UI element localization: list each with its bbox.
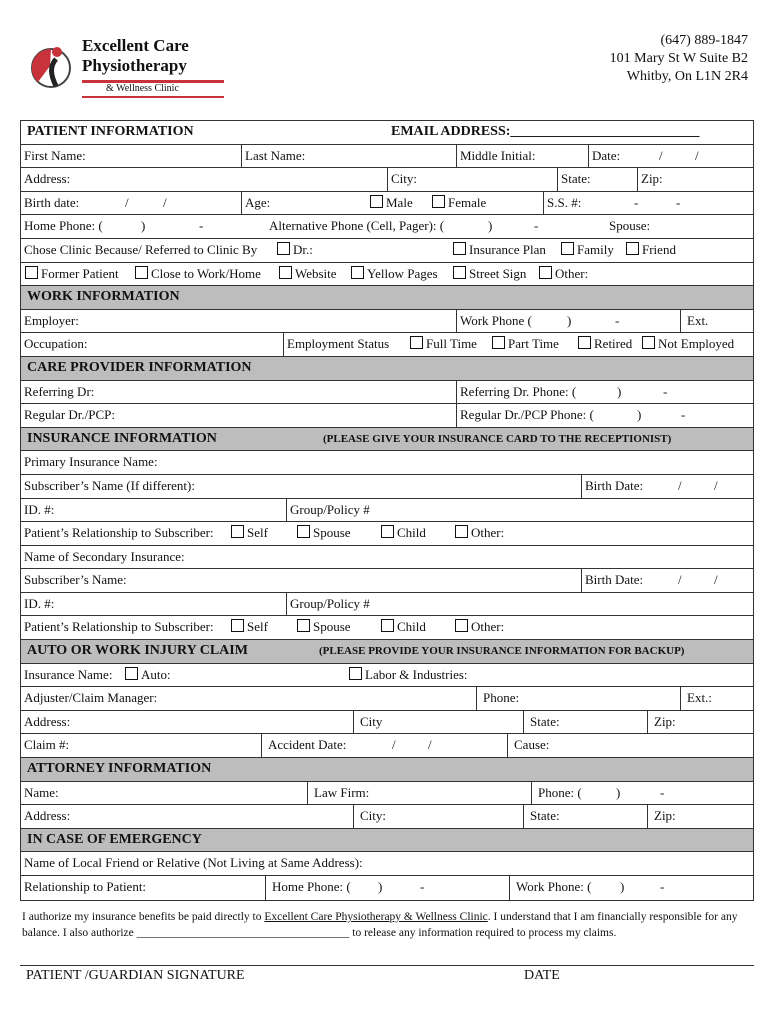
section-title-patient: PATIENT INFORMATION (27, 124, 194, 139)
child2-label: Child (397, 619, 426, 635)
referring-dr-field[interactable]: Referring Dr: (24, 383, 95, 399)
insurance-plan-checkbox[interactable] (453, 242, 466, 255)
date-slash: / (163, 194, 167, 210)
ss-label: S.S. #: (547, 194, 582, 210)
close-to-work-option[interactable] (135, 263, 261, 285)
auto-note: (PLEASE PROVIDE YOUR INSURANCE INFORMATION FOR BACKUP) (319, 645, 685, 658)
attorney-phone-label: Phone: ( (538, 784, 582, 800)
phone-row (21, 215, 753, 239)
clinic-logo-icon (30, 42, 74, 90)
phone-paren: ) (617, 383, 622, 399)
subscriber2-name-field[interactable]: Subscriber’s Name: (24, 572, 127, 588)
yellow-pages-checkbox[interactable] (351, 266, 364, 279)
employer-row (21, 310, 753, 334)
chose-clinic-label: Chose Clinic Because/ Referred to Clinic By (24, 241, 258, 257)
phone-paren: ) (616, 784, 621, 800)
self-label: Self (247, 525, 268, 541)
part-time-label: Part Time (508, 336, 559, 352)
first-name-field[interactable]: First Name: (24, 147, 86, 163)
female-checkbox[interactable] (432, 195, 445, 208)
phone-dash: - (420, 879, 425, 894)
home-phone-label: Home Phone: ( (24, 218, 103, 234)
logo-line1: Excellent Care (82, 36, 189, 55)
auto-label: Auto: (141, 666, 171, 682)
section-title-emergency: IN CASE OF EMERGENCY (27, 831, 202, 847)
employment-status-cell (283, 333, 755, 356)
employer-field[interactable]: Employer: (24, 312, 79, 328)
referral-row-2 (21, 263, 753, 287)
subscriber2-row (21, 569, 753, 593)
not-employed-option[interactable] (642, 333, 734, 355)
attorney-state-field[interactable]: State: (523, 805, 647, 828)
emergency-home-phone-field[interactable] (265, 876, 509, 900)
regular-dr-row (21, 404, 753, 428)
other-relationship-option[interactable] (455, 522, 504, 544)
authorization-part2: . I understand that I am financially responsible for any balance. I also authorize _____________________________________ to release any information required to process my claims. (22, 911, 738, 939)
street-sign-label: Street Sign (469, 265, 527, 281)
patient-signature-label[interactable]: PATIENT /GUARDIAN SIGNATURE (26, 968, 245, 983)
spouse-field[interactable]: Spouse: (609, 218, 651, 234)
age-label: Age: (245, 194, 271, 210)
clinic-address (610, 32, 748, 86)
attorney-header-row (21, 758, 753, 782)
group-policy-field[interactable]: Group/Policy # (286, 499, 755, 522)
attorney-address-row (21, 805, 753, 829)
clinic-city: Whitby, On L1N 2R4 (626, 69, 748, 84)
state-field[interactable]: State: (557, 168, 637, 191)
date-field[interactable] (588, 145, 755, 168)
yellow-pages-label: Yellow Pages (367, 265, 438, 281)
emergency-header-row (21, 829, 753, 853)
date-label: Date: (592, 147, 621, 163)
last-name-field[interactable]: Last Name: (241, 145, 456, 168)
other2-relationship-checkbox[interactable] (455, 619, 468, 632)
birth-date-label: Birth date: (24, 194, 80, 210)
adjuster-ext-field[interactable]: Ext.: (680, 687, 755, 710)
dr-label: Dr.: (293, 241, 313, 257)
attorney-city-field[interactable]: City: (353, 805, 523, 828)
former-patient-label: Former Patient (41, 265, 119, 281)
authorization-text (22, 909, 752, 941)
birth-date-label: Birth Date: (585, 572, 644, 588)
home-phone-field[interactable] (21, 215, 266, 238)
claim-row (21, 734, 753, 758)
part-time-option[interactable] (492, 333, 559, 355)
logo-line3: & Wellness Clinic (106, 83, 179, 94)
spouse-checkbox[interactable] (297, 525, 310, 538)
auto-option[interactable] (125, 664, 171, 686)
email-field[interactable]: EMAIL ADDRESS:___________________________ (391, 124, 700, 139)
former-patient-option[interactable] (25, 263, 119, 285)
attorney-phone-field[interactable] (531, 782, 755, 805)
full-time-option[interactable] (410, 333, 477, 355)
section-title-work: WORK INFORMATION (27, 289, 180, 305)
phone-paren: ) (141, 218, 146, 234)
phone-dash: - (681, 407, 686, 423)
child-checkbox[interactable] (381, 525, 394, 538)
phone-dash: - (534, 218, 539, 234)
insurance-note: (PLEASE GIVE YOUR INSURANCE CARD TO THE RECEPTIONIST) (323, 432, 672, 445)
yellow-pages-option[interactable] (351, 263, 438, 285)
child-label: Child (397, 525, 426, 541)
child2-option[interactable] (381, 616, 426, 638)
regular-phone-label: Regular Dr./PCP Phone: ( (460, 407, 594, 423)
address-row (21, 168, 753, 192)
signature-line (20, 965, 754, 966)
website-option[interactable] (279, 263, 337, 285)
ext-field[interactable]: Ext. (680, 310, 755, 333)
relationship2-label: Patient’s Relationship to Subscriber: (24, 619, 214, 635)
dr-option[interactable] (277, 239, 313, 261)
local-friend-row (21, 852, 753, 876)
id2-row (21, 593, 753, 617)
section-title-care: CARE PROVIDER INFORMATION (27, 359, 252, 375)
auto-zip-field[interactable]: Zip: (647, 711, 755, 734)
birth-date-field[interactable] (21, 192, 241, 215)
logo-bar-bottom (82, 96, 224, 98)
regular-phone-field[interactable] (456, 404, 755, 427)
subscriber2-birth-date-field[interactable] (581, 569, 755, 592)
female-option[interactable] (432, 192, 486, 214)
clinic-street: 101 Mary St W Suite B2 (609, 51, 748, 66)
relationship-label: Patient’s Relationship to Subscriber: (24, 525, 214, 541)
child2-checkbox[interactable] (381, 619, 394, 632)
subscriber-row (21, 475, 753, 499)
work-phone-field[interactable] (456, 310, 680, 333)
claim-field[interactable]: Claim #: (24, 737, 70, 753)
accident-date-label: Accident Date: (268, 737, 347, 753)
labor-label: Labor & Industries: (365, 666, 468, 682)
local-friend-field[interactable]: Name of Local Friend or Relative (Not Living at Same Address): (24, 855, 363, 871)
occupation-field[interactable]: Occupation: (24, 336, 88, 352)
date-slash: / (659, 147, 663, 163)
date-slash: / (714, 572, 718, 588)
signature-date-label[interactable]: DATE (524, 968, 560, 983)
auto-address-field[interactable]: Address: (24, 713, 71, 729)
emergency-relationship-field[interactable]: Relationship to Patient: (24, 879, 147, 894)
date-slash: / (428, 737, 432, 753)
self2-checkbox[interactable] (231, 619, 244, 632)
attorney-zip-field[interactable]: Zip: (647, 805, 755, 828)
close-to-work-checkbox[interactable] (135, 266, 148, 279)
primary-insurance-field[interactable]: Primary Insurance Name: (24, 454, 158, 470)
phone-paren: ) (567, 312, 572, 328)
referring-phone-label: Referring Dr. Phone: ( (460, 383, 577, 399)
family-label: Family (577, 241, 614, 257)
spouse-label: Spouse (313, 525, 351, 541)
section-title-insurance: INSURANCE INFORMATION (27, 430, 217, 446)
auto-checkbox[interactable] (125, 667, 138, 680)
website-checkbox[interactable] (279, 266, 292, 279)
other-checkbox[interactable] (539, 266, 552, 279)
id2-field[interactable]: ID. #: (24, 595, 55, 611)
secondary-insurance-field[interactable]: Name of Secondary Insurance: (24, 548, 185, 564)
auto-header-row (21, 640, 753, 664)
former-patient-checkbox[interactable] (25, 266, 38, 279)
address-field[interactable]: Address: (24, 171, 71, 187)
referral-row (21, 239, 753, 263)
insurance-name-label: Insurance Name: (24, 666, 113, 682)
emergency-relationship-row (21, 876, 753, 900)
self-checkbox[interactable] (231, 525, 244, 538)
date-slash: / (125, 194, 129, 210)
self-option[interactable] (231, 522, 268, 544)
clinic-phone: (647) 889-1847 (660, 33, 748, 48)
spouse-option[interactable] (297, 522, 351, 544)
auto-city-field[interactable]: City (353, 711, 523, 734)
cause-field[interactable]: Cause: (507, 734, 755, 757)
work-phone-label: Work Phone ( (460, 312, 532, 328)
authorization-part1: I authorize my insurance benefits be paid directly to (22, 911, 265, 923)
attorney-address-field[interactable]: Address: (24, 808, 71, 824)
other-relationship-checkbox[interactable] (455, 525, 468, 538)
auto-state-field[interactable]: State: (523, 711, 647, 734)
middle-initial-field[interactable]: Middle Initial: (456, 145, 588, 168)
occupation-row (21, 333, 753, 357)
male-option[interactable] (370, 192, 413, 214)
clinic-logo (30, 36, 210, 102)
work-header-row (21, 286, 753, 310)
law-firm-field[interactable]: Law Firm: (307, 782, 531, 805)
birth-row (21, 192, 753, 216)
friend-label: Friend (642, 241, 676, 257)
self2-label: Self (247, 619, 268, 635)
adjuster-phone-field[interactable]: Phone: (476, 687, 680, 710)
emergency-work-phone-label: Work Phone: ( (516, 879, 592, 894)
adjuster-field[interactable]: Adjuster/Claim Manager: (24, 690, 158, 706)
spouse2-option[interactable] (297, 616, 351, 638)
female-label: Female (448, 194, 487, 210)
referring-row (21, 381, 753, 405)
male-label: Male (386, 194, 413, 210)
child-option[interactable] (381, 522, 426, 544)
phone-dash: - (615, 312, 620, 328)
male-checkbox[interactable] (370, 195, 383, 208)
id-field[interactable]: ID. #: (24, 501, 55, 517)
age-gender-cell (241, 192, 543, 215)
phone-paren: ) (637, 407, 642, 423)
regular-dr-field[interactable]: Regular Dr./PCP: (24, 407, 116, 423)
city-field[interactable]: City: (387, 168, 557, 191)
intake-form (20, 120, 754, 901)
date-slash: / (678, 572, 682, 588)
section-title-auto: AUTO OR WORK INJURY CLAIM (27, 643, 248, 659)
not-employed-checkbox[interactable] (642, 336, 655, 349)
adjuster-row (21, 687, 753, 711)
authorization-clinic-name: Excellent Care Physiotherapy & Wellness Clinic (264, 911, 488, 923)
retired-label: Retired (594, 336, 633, 352)
attorney-name-field[interactable]: Name: (24, 784, 59, 800)
ss-dash: - (634, 194, 639, 210)
full-time-label: Full Time (426, 336, 477, 352)
ss-dash: - (676, 194, 681, 210)
full-time-checkbox[interactable] (410, 336, 423, 349)
date-slash: / (678, 477, 682, 493)
website-label: Website (295, 265, 337, 281)
retired-option[interactable] (578, 333, 632, 355)
header (0, 0, 770, 118)
id-row (21, 499, 753, 523)
labor-option[interactable] (349, 664, 468, 686)
friend-checkbox[interactable] (626, 242, 639, 255)
close-to-work-label: Close to Work/Home (151, 265, 261, 281)
patient-header-row (21, 121, 753, 145)
other-label: Other: (555, 265, 589, 281)
street-sign-checkbox[interactable] (453, 266, 466, 279)
ss-field[interactable] (543, 192, 755, 215)
insurance-header-row (21, 428, 753, 452)
self2-option[interactable] (231, 616, 268, 638)
family-option[interactable] (561, 239, 614, 261)
phone-dash: - (660, 784, 665, 800)
auto-address-row (21, 711, 753, 735)
primary-insurance-row (21, 451, 753, 475)
relationship2-row (21, 616, 753, 640)
relationship-row (21, 522, 753, 546)
insurance-plan-label: Insurance Plan (469, 241, 546, 257)
insurance-plan-option[interactable] (453, 239, 546, 261)
date-slash: / (392, 737, 396, 753)
street-sign-option[interactable] (453, 263, 526, 285)
family-checkbox[interactable] (561, 242, 574, 255)
phone-paren: ) (378, 879, 383, 894)
other-relationship-label: Other: (471, 525, 505, 541)
part-time-checkbox[interactable] (492, 336, 505, 349)
dr-checkbox[interactable] (277, 242, 290, 255)
logo-line2: Physiotherapy (82, 56, 187, 75)
alt-phone-label: Alternative Phone (Cell, Pager): ( (269, 218, 445, 234)
insurance-name-row (21, 664, 753, 688)
emergency-work-phone-field[interactable] (509, 876, 755, 900)
phone-dash: - (660, 879, 665, 894)
spouse2-checkbox[interactable] (297, 619, 310, 632)
other2-relationship-label: Other: (471, 619, 505, 635)
care-header-row (21, 357, 753, 381)
referring-phone-field[interactable] (456, 381, 755, 404)
group-policy2-field[interactable]: Group/Policy # (286, 593, 755, 616)
subscriber-name-field[interactable]: Subscriber’s Name (If different): (24, 477, 195, 493)
phone-paren: ) (488, 218, 493, 234)
phone-paren: ) (620, 879, 625, 894)
birth-date-label: Birth Date: (585, 477, 644, 493)
attorney-name-row (21, 782, 753, 806)
accident-date-field[interactable] (261, 734, 507, 757)
other2-relationship-option[interactable] (455, 616, 504, 638)
spouse2-label: Spouse (313, 619, 351, 635)
phone-dash: - (663, 383, 668, 399)
other-option[interactable] (539, 263, 588, 285)
section-title-attorney: ATTORNEY INFORMATION (27, 761, 212, 777)
employment-status-label: Employment Status (287, 336, 390, 352)
retired-checkbox[interactable] (578, 336, 591, 349)
name-row (21, 145, 753, 169)
date-slash: / (714, 477, 718, 493)
not-employed-label: Not Employed (658, 336, 735, 352)
alt-phone-field[interactable] (266, 215, 606, 238)
friend-option[interactable] (626, 239, 676, 261)
emergency-home-phone-label: Home Phone: ( (272, 879, 351, 894)
labor-checkbox[interactable] (349, 667, 362, 680)
zip-field[interactable]: Zip: (637, 168, 755, 191)
date-slash: / (695, 147, 699, 163)
subscriber-birth-date-field[interactable] (581, 475, 755, 498)
phone-dash: - (199, 218, 204, 234)
secondary-insurance-row (21, 546, 753, 570)
